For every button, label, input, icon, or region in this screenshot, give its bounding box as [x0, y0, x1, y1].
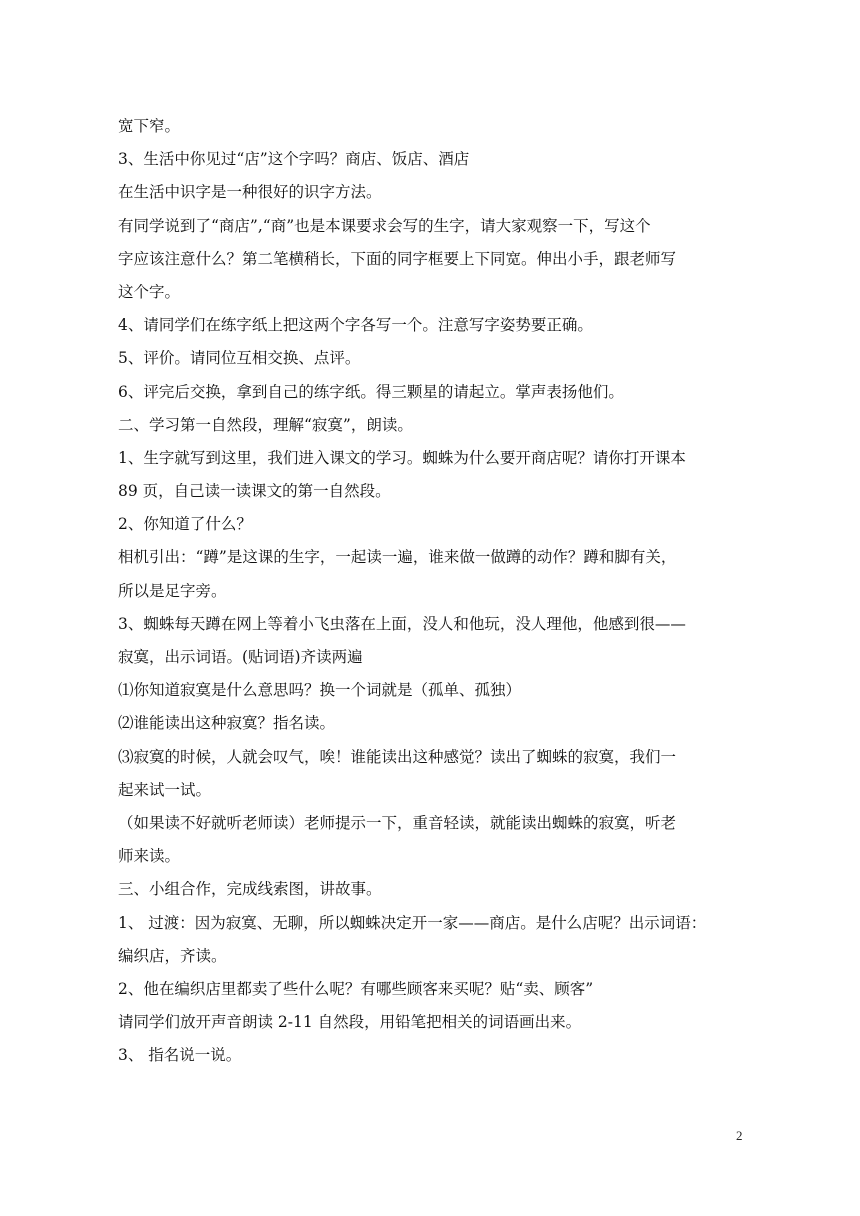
text-line: 师来读。: [118, 847, 181, 866]
text-line: 有同学说到了“商店”,“商”也是本课要求会写的生字，请大家观察一下，写这个: [118, 216, 651, 235]
body-text: [118, 110, 758, 1072]
text-line: 4、请同学们在练字纸上把这两个字各写一个。注意写字姿势要正确。: [118, 316, 593, 335]
text-line: 相机引出：“蹲”是这课的生字，一起读一遍，谁来做一做蹲的动作？蹲和脚有关，: [118, 548, 677, 567]
text-line: 1、 过渡：因为寂寞、无聊，所以蜘蛛决定开一家——商店。是什么店呢？出示词语：: [118, 913, 707, 932]
text-line: ⑶寂寞的时候，人就会叹气，唉！谁能读出这种感觉？读出了蜘蛛的寂寞，我们一: [118, 747, 677, 766]
text-line: 在生活中识字是一种很好的识字方法。: [118, 183, 382, 202]
text-line: 6、评完后交换，拿到自己的练字纸。得三颗星的请起立。掌声表扬他们。: [118, 382, 624, 401]
text-line: 3、蜘蛛每天蹲在网上等着小飞虫落在上面，没人和他玩，没人理他，他感到很——: [118, 614, 686, 633]
text-line: 请同学们放开声音朗读 2-11 自然段，用铅笔把相关的词语画出来。: [118, 1013, 582, 1032]
text-line: 89 页，自己读一读课文的第一自然段。: [118, 482, 391, 501]
page-number: 2: [736, 1128, 743, 1143]
text-line: 起来试一试。: [118, 780, 212, 799]
text-line: 字应该注意什么？第二笔横稍长，下面的同字框要上下同宽。伸出小手，跟老师写: [118, 249, 677, 268]
text-line: 2、他在编织店里都卖了些什么呢？有哪些顾客来买呢？贴“卖、顾客”: [118, 979, 594, 998]
text-line: 编织店，齐读。: [118, 946, 227, 965]
text-line: 宽下窄。: [118, 117, 181, 135]
text-line: 1、生字就写到这里，我们进入课文的学习。蜘蛛为什么要开商店呢？请你打开课本: [118, 448, 686, 467]
text-line: （如果读不好就听老师读）老师提示一下，重音轻读，就能读出蜘蛛的寂寞，听老: [118, 813, 677, 832]
text-line: ⑵谁能读出这种寂寞？指名读。: [118, 714, 336, 733]
text-line: 寂寞，出示词语。(贴词语)齐读两遍: [118, 648, 363, 666]
text-line: 3、 指名说一说。: [118, 1046, 242, 1065]
text-line: 3、生活中你见过“店”这个字吗？商店、饭店、酒店: [118, 150, 470, 169]
text-line: 这个字。: [118, 282, 181, 301]
text-line: ⑴你知道寂寞是什么意思吗？换一个词就是（孤单、孤独）: [118, 681, 522, 700]
text-line: 所以是足字旁。: [118, 581, 227, 600]
text-line: 5、评价。请同位互相交换、点评。: [118, 349, 361, 368]
text-line: 2、你知道了什么？: [118, 515, 252, 534]
section-heading: 三、小组合作，完成线索图，讲故事。: [118, 880, 382, 899]
section-heading: 二、学习第一自然段，理解“寂寞”，朗读。: [118, 415, 413, 434]
